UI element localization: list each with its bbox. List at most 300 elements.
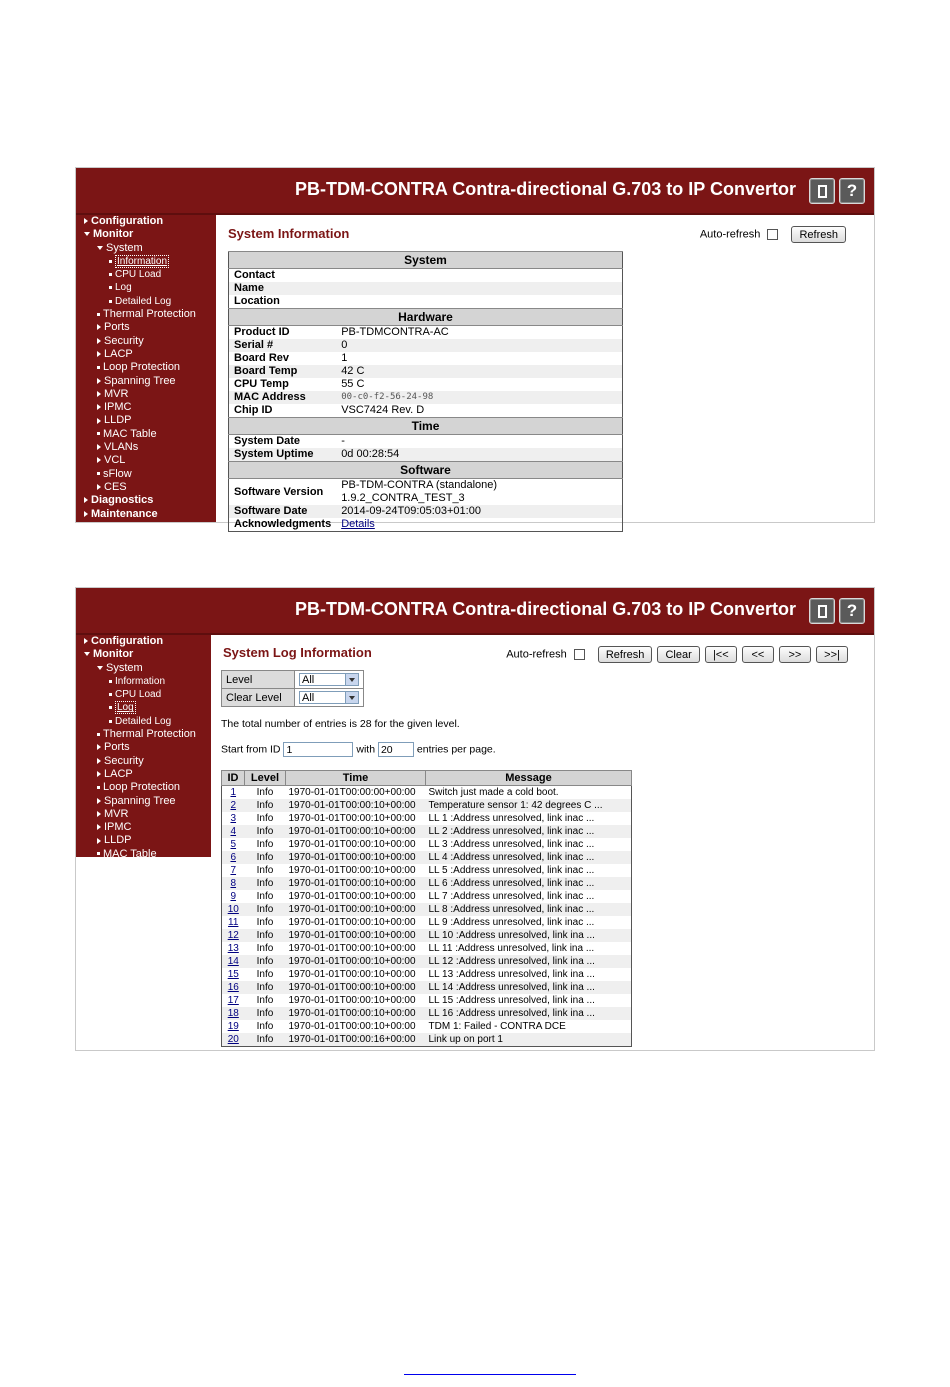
time-cell: 1970-01-01T00:00:16+00:00 — [286, 1033, 426, 1047]
id-cell — [222, 955, 245, 968]
bullet-icon — [97, 472, 100, 475]
message-cell: LL 2 :Address unresolved, link inac ... — [426, 825, 632, 838]
bullet-icon — [97, 786, 100, 789]
sidebar-item-label: MVR — [104, 807, 129, 820]
time-cell: 1970-01-01T00:00:10+00:00 — [288, 968, 416, 980]
triangle-right-icon — [97, 457, 101, 463]
sidebar-nav — [76, 635, 211, 940]
level-cell: Info — [245, 799, 286, 812]
table-row — [222, 825, 632, 838]
bullet-icon — [109, 720, 112, 723]
bullet-icon — [97, 432, 100, 435]
log-id-link[interactable]: 6 — [230, 851, 237, 863]
info-key: System Uptime — [229, 448, 337, 462]
log-id-link[interactable]: 1 — [230, 786, 237, 798]
bullet-icon — [97, 733, 100, 736]
message-cell: LL 8 :Address unresolved, link inac ... — [426, 903, 632, 916]
info-row — [229, 435, 623, 449]
column-header[interactable]: Message — [426, 771, 632, 786]
sidebar-item-system[interactable] — [76, 662, 211, 675]
sidebar-item-ces[interactable] — [76, 901, 211, 914]
triangle-right-icon — [97, 324, 101, 330]
auto-refresh-checkbox[interactable] — [767, 229, 778, 240]
triangle-right-icon — [84, 497, 88, 503]
screenshot-system-log — [75, 587, 875, 1051]
message-cell: LL 13 :Address unresolved, link ina ... — [428, 968, 595, 980]
sidebar-item-cpu-load[interactable] — [76, 688, 211, 701]
info-row — [229, 448, 623, 462]
sidebar-item-label: Ports — [104, 741, 130, 754]
triangle-down-icon — [84, 652, 90, 656]
sidebar-item-label: Thermal Protection — [103, 308, 196, 321]
id-cell — [222, 1020, 245, 1033]
id-cell — [222, 968, 245, 981]
sidebar-item-label: System — [106, 661, 143, 674]
info-row — [229, 339, 623, 352]
message-cell: Switch just made a cold boot. — [428, 786, 559, 798]
info-value: PB-TDMCONTRA-AC — [341, 326, 449, 338]
table-row — [222, 942, 632, 955]
triangle-right-icon — [97, 798, 101, 804]
sidebar-item-ces[interactable] — [76, 481, 216, 494]
sidebar-item-diagnostics[interactable] — [76, 494, 216, 507]
clear-level-select[interactable]: All — [299, 691, 359, 704]
previous-page-button[interactable]: << — [742, 646, 774, 663]
last-page-button[interactable]: >>| — [816, 646, 848, 663]
first-page-button[interactable]: |<< — [705, 646, 737, 663]
message-cell: LL 9 :Address unresolved, link inac ... — [428, 916, 595, 928]
sidebar-item-loop-protection[interactable] — [76, 781, 211, 794]
sidebar-item-label: sFlow — [103, 467, 132, 480]
info-key: MAC Address — [229, 391, 337, 404]
info-row — [229, 326, 623, 340]
triangle-right-icon — [97, 444, 101, 450]
info-value: 2014-09-24T09:05:03+01:00 — [336, 505, 622, 518]
sidebar-item-thermal-protection[interactable] — [76, 308, 216, 321]
sidebar-item-label: CES — [104, 480, 127, 493]
sidebar-item-ipmc[interactable] — [76, 821, 211, 834]
time-cell: 1970-01-01T00:00:10+00:00 — [286, 799, 426, 812]
clear-level-label: Clear Level — [222, 689, 295, 707]
level-cell: Info — [256, 838, 274, 850]
level-select[interactable]: All — [299, 673, 359, 686]
sidebar-item-sflow[interactable] — [76, 468, 216, 481]
sidebar-item-maintenance[interactable] — [76, 508, 216, 521]
log-id-link[interactable]: 17 — [227, 994, 239, 1006]
screenshot-system-information — [75, 167, 875, 530]
time-cell: 1970-01-01T00:00:10+00:00 — [288, 916, 416, 928]
bullet-icon — [109, 273, 112, 276]
level-cell: Info — [245, 955, 286, 968]
level-cell: Info — [245, 825, 286, 838]
level-cell: Info — [245, 1007, 286, 1020]
sidebar-item-label: MVR — [104, 387, 129, 400]
info-key: CPU Temp — [234, 378, 289, 390]
triangle-down-icon — [97, 246, 103, 250]
chevron-down-icon — [345, 692, 358, 703]
triangle-right-icon — [97, 877, 101, 883]
sidebar-item-sflow[interactable] — [76, 888, 211, 901]
sidebar-item-label: LACP — [104, 767, 133, 780]
message-cell: LL 4 :Address unresolved, link inac ... — [426, 851, 632, 864]
table-row — [222, 929, 632, 942]
sidebar-item-mvr[interactable] — [76, 388, 216, 401]
sidebar-item-label: VCL — [104, 874, 126, 887]
time-cell: 1970-01-01T00:00:10+00:00 — [286, 1007, 426, 1020]
refresh-button[interactable]: Refresh — [598, 646, 653, 663]
log-id-link[interactable]: 12 — [227, 929, 239, 941]
sidebar-item-label: VLANs — [104, 441, 139, 454]
triangle-down-icon — [97, 666, 103, 670]
message-cell: LL 10 :Address unresolved, link ina ... — [426, 929, 632, 942]
time-cell: 1970-01-01T00:00:10+00:00 — [286, 825, 426, 838]
level-cell: Info — [256, 812, 274, 824]
id-cell — [222, 825, 245, 838]
id-cell — [222, 981, 245, 994]
section-header: Software — [229, 462, 623, 479]
sidebar-item-configuration[interactable] — [76, 635, 211, 648]
triangle-right-icon — [97, 418, 101, 424]
info-row — [229, 269, 623, 283]
sidebar-item-label: LLDP — [104, 414, 132, 427]
sidebar-item-cpu-load[interactable] — [76, 268, 216, 281]
help-icon[interactable]: ? — [839, 178, 865, 204]
with-label: with — [356, 743, 376, 756]
info-value: 0 — [336, 339, 622, 352]
sidebar-item-label: CPU Load — [115, 689, 162, 701]
log-id-link[interactable]: 15 — [227, 968, 239, 980]
log-id-link[interactable]: 16 — [227, 981, 239, 993]
sidebar-item-label: Information — [117, 255, 168, 267]
footer-link[interactable] — [404, 1373, 576, 1375]
sidebar-item-security[interactable] — [76, 755, 211, 768]
id-cell — [222, 786, 245, 800]
sidebar-item-maintenance[interactable] — [76, 928, 211, 941]
triangle-right-icon — [97, 484, 101, 490]
message-cell: LL 11 :Address unresolved, link ina ... — [428, 942, 595, 954]
sidebar-item-ports[interactable] — [76, 321, 216, 334]
main-content — [216, 215, 874, 530]
info-key: Board Temp — [229, 365, 337, 378]
triangle-right-icon — [97, 378, 101, 384]
level-label: Level — [222, 671, 295, 689]
message-cell: LL 5 :Address unresolved, link inac ... — [428, 864, 595, 876]
info-value: 00-c0-f2-56-24-98 — [336, 391, 622, 404]
triangle-right-icon — [84, 638, 88, 644]
message-cell: LL 6 :Address unresolved, link inac ... — [426, 877, 632, 890]
level-cell: Info — [245, 851, 286, 864]
sidebar-item-label: CPU Load — [115, 269, 162, 281]
log-id-link[interactable]: 19 — [227, 1020, 239, 1032]
log-id-link[interactable]: 14 — [227, 955, 239, 967]
table-row — [222, 864, 632, 877]
table-row — [222, 981, 632, 994]
auto-refresh-checkbox[interactable] — [574, 649, 585, 660]
sidebar-item-lacp[interactable] — [76, 768, 211, 781]
sidebar-item-diagnostics[interactable] — [76, 914, 211, 927]
sidebar-item-label: Detailed Log — [115, 715, 172, 727]
bullet-icon — [109, 286, 112, 289]
sidebar-item-vlans[interactable] — [76, 861, 211, 874]
sidebar-item-system[interactable] — [76, 242, 216, 255]
time-cell: 1970-01-01T00:00:10+00:00 — [286, 981, 426, 994]
time-cell: 1970-01-01T00:00:10+00:00 — [288, 812, 416, 824]
message-cell: LL 7 :Address unresolved, link inac ... — [428, 890, 595, 902]
info-row — [229, 378, 623, 391]
sidebar-item-ipmc[interactable] — [76, 401, 216, 414]
id-cell — [222, 916, 245, 929]
message-cell: LL 12 :Address unresolved, link ina ... — [426, 955, 632, 968]
header-title: PB-TDM-CONTRA Contra-directional G.703 to IP Convertor — [294, 599, 796, 619]
sidebar-item-label: IPMC — [104, 401, 132, 414]
sidebar-item-lldp[interactable] — [76, 414, 216, 427]
table-row — [222, 838, 632, 851]
auto-refresh-label: Auto-refresh — [699, 228, 761, 241]
start-id-input[interactable]: 1 — [283, 742, 353, 757]
column-header[interactable]: Time — [286, 771, 426, 786]
triangle-right-icon — [97, 838, 101, 844]
clear-button[interactable]: Clear — [657, 646, 699, 663]
sidebar-item-label: Ports — [104, 321, 130, 334]
log-id-link[interactable]: 18 — [227, 1007, 239, 1019]
log-id-link[interactable]: 2 — [230, 799, 237, 811]
sidebar-item-lldp[interactable] — [76, 834, 211, 847]
info-value: PB-TDM-CONTRA (standalone) 1.9.2_CONTRA_TEST_3 — [341, 479, 498, 504]
main-content — [211, 635, 874, 1050]
entries-per-page-input[interactable]: 20 — [378, 742, 414, 757]
log-id-link[interactable]: 11 — [228, 916, 239, 928]
log-id-link[interactable]: 7 — [230, 864, 237, 876]
column-header[interactable]: ID — [222, 771, 245, 786]
id-cell — [222, 812, 245, 825]
time-cell: 1970-01-01T00:00:10+00:00 — [288, 864, 416, 876]
sidebar-item-label: LACP — [104, 347, 133, 360]
log-id-link[interactable]: 8 — [230, 877, 237, 889]
sidebar-item-label: Log — [115, 282, 132, 294]
sidebar-item-lacp[interactable] — [76, 348, 216, 361]
sidebar-item-information[interactable] — [76, 255, 216, 268]
message-cell: Temperature sensor 1: 42 degrees C ... — [426, 799, 632, 812]
message-cell: TDM 1: Failed - CONTRA DCE — [428, 1020, 566, 1032]
triangle-right-icon — [97, 758, 101, 764]
info-value: VSC7424 Rev. D — [341, 404, 425, 416]
table-row — [222, 903, 632, 916]
info-row — [229, 404, 623, 418]
help-icon[interactable]: ? — [839, 598, 865, 624]
table-row — [222, 799, 632, 812]
info-key: Chip ID — [234, 404, 273, 416]
triangle-down-icon — [84, 232, 90, 236]
page-title: System Information — [228, 226, 350, 241]
table-row — [222, 890, 632, 903]
table-row — [222, 955, 632, 968]
info-row — [229, 365, 623, 378]
table-row — [222, 916, 632, 929]
level-cell: Info — [245, 929, 286, 942]
bullet-icon — [109, 260, 112, 263]
sidebar-item-detailed-log[interactable] — [76, 715, 211, 728]
log-id-link[interactable]: 9 — [230, 890, 237, 902]
sidebar-item-spanning-tree[interactable] — [76, 795, 211, 808]
sidebar-item-label: Monitor — [93, 228, 134, 241]
id-cell — [222, 942, 245, 955]
sidebar-item-security[interactable] — [76, 335, 216, 348]
info-value — [336, 295, 622, 309]
page-title: System Log Information — [223, 645, 372, 660]
info-key: Acknowledgments — [234, 518, 332, 530]
sidebar-item-detailed-log[interactable] — [76, 295, 216, 308]
info-key: Software Version — [234, 485, 324, 498]
triangle-right-icon — [97, 391, 101, 397]
time-cell: 1970-01-01T00:00:10+00:00 — [286, 877, 426, 890]
refresh-button[interactable]: Refresh — [791, 226, 846, 243]
info-value — [336, 282, 622, 295]
logout-icon[interactable] — [809, 598, 835, 624]
sidebar-item-label: Thermal Protection — [103, 728, 196, 741]
id-cell — [222, 1033, 245, 1047]
sidebar-item-label: Diagnostics — [91, 914, 154, 927]
sidebar-item-label: Monitor — [93, 648, 134, 661]
info-key: Contact — [234, 269, 275, 281]
log-id-link[interactable]: 4 — [230, 825, 237, 837]
triangle-right-icon — [84, 218, 88, 224]
message-cell: LL 14 :Address unresolved, link ina ... — [426, 981, 632, 994]
sidebar-item-vcl[interactable] — [76, 874, 211, 887]
table-row — [222, 851, 632, 864]
level-cell: Info — [256, 942, 274, 954]
triangle-right-icon — [97, 404, 101, 410]
bullet-icon — [97, 313, 100, 316]
sidebar-item-monitor[interactable] — [76, 648, 211, 661]
sidebar-item-label: sFlow — [103, 887, 132, 900]
sidebar-item-mac-table[interactable] — [76, 428, 216, 441]
sidebar-item-ports[interactable] — [76, 741, 211, 754]
sidebar-item-vlans[interactable] — [76, 441, 216, 454]
info-row — [229, 391, 623, 404]
sidebar-item-label: Spanning Tree — [104, 374, 176, 387]
header-bar — [76, 588, 874, 635]
message-cell: LL 3 :Address unresolved, link inac ... — [428, 838, 595, 850]
triangle-right-icon — [97, 351, 101, 357]
sidebar-item-loop-protection[interactable] — [76, 361, 216, 374]
bullet-icon — [97, 852, 100, 855]
id-cell — [222, 877, 245, 890]
sidebar-item-label: MAC Table — [103, 427, 157, 440]
sidebar-item-information[interactable] — [76, 675, 211, 688]
time-cell: 1970-01-01T00:00:10+00:00 — [288, 994, 416, 1006]
table-row — [222, 877, 632, 890]
level-cell: Info — [256, 890, 274, 902]
sidebar-item-log[interactable] — [76, 701, 211, 714]
log-id-link[interactable]: 5 — [230, 838, 237, 850]
column-header[interactable]: Level — [245, 771, 286, 786]
level-cell: Info — [256, 994, 274, 1006]
table-row — [222, 1020, 632, 1033]
message-cell: LL 16 :Address unresolved, link ina ... — [426, 1007, 632, 1020]
level-cell: Info — [256, 786, 274, 798]
time-cell: 1970-01-01T00:00:10+00:00 — [286, 903, 426, 916]
details-link[interactable]: Details — [341, 518, 375, 530]
sidebar-item-label: Log — [117, 702, 134, 714]
table-row — [222, 994, 632, 1007]
log-id-link[interactable]: 20 — [227, 1033, 239, 1045]
bullet-icon — [97, 366, 100, 369]
sidebar-item-monitor[interactable] — [76, 228, 216, 241]
sidebar-item-spanning-tree[interactable] — [76, 375, 216, 388]
sidebar-item-label: Information — [115, 675, 166, 687]
info-value: 42 C — [336, 365, 622, 378]
bullet-icon — [109, 693, 112, 696]
sidebar-item-label: System — [106, 241, 143, 254]
log-controls — [506, 646, 848, 663]
level-cell: Info — [245, 1033, 286, 1047]
sidebar-item-label: Diagnostics — [91, 494, 154, 507]
message-cell: Link up on port 1 — [426, 1033, 632, 1047]
level-filter-table — [221, 670, 364, 707]
id-cell — [222, 890, 245, 903]
info-value: 0d 00:28:54 — [336, 448, 622, 462]
sidebar-item-label: Loop Protection — [103, 781, 181, 794]
id-cell — [222, 1007, 245, 1020]
log-id-link[interactable]: 13 — [227, 942, 239, 954]
triangle-right-icon — [97, 338, 101, 344]
info-key: Board Rev — [234, 352, 290, 364]
sidebar-item-label: Maintenance — [91, 927, 158, 940]
refresh-controls — [700, 226, 846, 243]
log-id-link[interactable]: 3 — [230, 812, 237, 824]
sidebar-item-log[interactable] — [76, 281, 216, 294]
log-table — [221, 770, 632, 1047]
id-cell — [222, 929, 245, 942]
triangle-right-icon — [97, 811, 101, 817]
sidebar-item-configuration[interactable] — [76, 215, 216, 228]
info-row — [229, 505, 623, 518]
sidebar-item-label: Security — [104, 334, 144, 347]
total-entries-text: The total number of entries is 28 for the given level. — [221, 718, 460, 730]
bullet-icon — [109, 706, 112, 709]
triangle-right-icon — [97, 904, 101, 910]
sidebar-item-label: Spanning Tree — [104, 794, 176, 807]
sidebar-item-thermal-protection[interactable] — [76, 728, 211, 741]
info-row — [229, 479, 623, 506]
next-page-button[interactable]: >> — [779, 646, 811, 663]
section-header: Time — [229, 418, 623, 435]
sidebar-item-label: VLANs — [104, 861, 139, 874]
triangle-right-icon — [97, 864, 101, 870]
section-header: Hardware — [229, 309, 623, 326]
info-value: - — [341, 435, 345, 447]
id-cell — [222, 838, 245, 851]
level-cell: Info — [245, 903, 286, 916]
log-id-link[interactable]: 10 — [227, 903, 239, 915]
message-cell: LL 15 :Address unresolved, link ina ... — [428, 994, 595, 1006]
sidebar-item-label: Security — [104, 754, 144, 767]
sidebar-item-mac-table[interactable] — [76, 848, 211, 861]
info-row — [229, 282, 623, 295]
triangle-right-icon — [84, 511, 88, 517]
sidebar-item-mvr[interactable] — [76, 808, 211, 821]
info-row — [229, 518, 623, 532]
logout-icon[interactable] — [809, 178, 835, 204]
level-cell: Info — [256, 968, 274, 980]
paging-controls — [221, 742, 496, 757]
info-value: 1 — [341, 352, 348, 364]
sidebar-item-vcl[interactable] — [76, 454, 216, 467]
info-key: Serial # — [229, 339, 337, 352]
sidebar-item-label: Loop Protection — [103, 361, 181, 374]
id-cell — [222, 994, 245, 1007]
sidebar-item-label: Configuration — [91, 215, 164, 227]
